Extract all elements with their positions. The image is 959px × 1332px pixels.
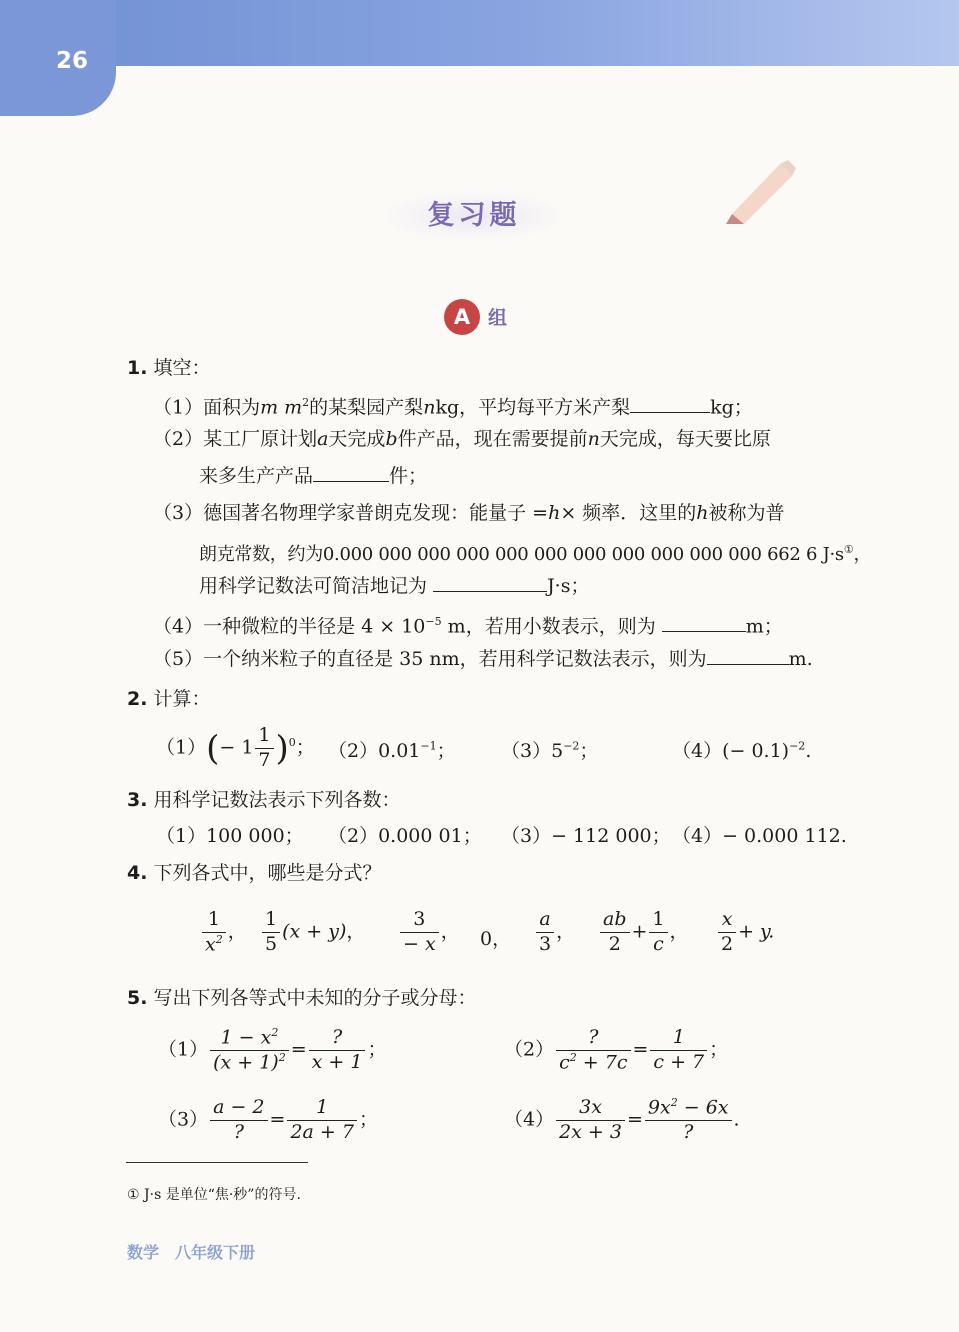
text: − 1	[219, 736, 254, 759]
question-number: 3.	[127, 789, 148, 811]
footnote-ref: ①	[843, 543, 854, 556]
operator: +	[631, 920, 648, 943]
separator: ，	[440, 920, 460, 943]
group-badge: A	[444, 299, 480, 335]
q2-part-2	[328, 736, 456, 763]
question-prompt: 填空：	[153, 357, 211, 379]
group-label: 组	[488, 307, 508, 329]
separator: ，	[492, 928, 512, 950]
separator: ，	[346, 920, 366, 943]
numerator: 1	[202, 908, 226, 933]
superscript: 2	[271, 1026, 279, 1039]
q1-item-2	[153, 426, 771, 452]
text: ；	[436, 740, 456, 762]
answer-blank[interactable]	[662, 613, 746, 632]
q2-part-4	[672, 736, 811, 763]
q1-item-3	[153, 500, 785, 526]
question-2-header	[127, 686, 211, 712]
text: 来多生产产品	[199, 465, 314, 487]
q3-item: （3）− 112 000；	[501, 825, 671, 847]
fraction	[202, 908, 226, 957]
numerator: 3	[400, 908, 439, 933]
fraction	[556, 1026, 630, 1075]
superscript: −2	[563, 739, 580, 753]
numerator	[645, 1096, 732, 1121]
q4-expr-3	[398, 908, 460, 957]
fraction	[210, 1026, 289, 1075]
text: m，若用小数表示，则为	[447, 615, 656, 638]
footnote-divider	[126, 1162, 308, 1163]
part-label: （1）	[158, 1038, 209, 1061]
question-number: 4.	[127, 862, 148, 884]
superscript: 2	[278, 1051, 286, 1065]
text: m.	[788, 648, 813, 670]
denominator: 5	[265, 932, 278, 955]
q1-item-4	[153, 609, 783, 639]
math-expr: + y.	[738, 920, 775, 943]
superscript: −1	[420, 739, 437, 753]
answer-blank[interactable]	[433, 573, 547, 592]
superscript: 2	[302, 396, 310, 409]
math-var: h	[548, 502, 561, 524]
fraction	[536, 908, 554, 957]
math-var: n	[423, 396, 436, 419]
text: 朗克常数，约为0.000 000 000 000 000 000 000 000 000 000 000 662 6 J·s	[199, 544, 844, 565]
denominator: c	[653, 932, 664, 955]
numerator: 3x	[556, 1096, 625, 1121]
fraction	[718, 908, 736, 957]
denominator: x + 1	[311, 1051, 363, 1074]
question-3-header	[127, 787, 401, 813]
denominator: 2a + 7	[290, 1120, 354, 1143]
superscript: 2	[215, 932, 223, 946]
q5-equation-1	[158, 1026, 386, 1075]
math-var: h	[696, 502, 709, 524]
q1-item-2-cont	[199, 463, 427, 489]
q4-expr-4	[480, 924, 511, 951]
q4-expr-6	[598, 908, 689, 957]
fraction	[600, 908, 630, 957]
denominator	[210, 1051, 289, 1075]
q4-expr-2	[260, 908, 365, 957]
text: （4）一种微粒的半径是 4 × 10	[153, 615, 426, 638]
numerator: a	[536, 908, 554, 933]
text: J·s；	[547, 575, 590, 597]
denominator: 7	[258, 748, 271, 771]
text: 用科学记数法可简洁地记为	[199, 575, 428, 597]
equals-sign: =	[627, 1108, 643, 1131]
separator: ，	[227, 920, 247, 943]
question-number: 5.	[127, 987, 148, 1009]
denominator	[556, 1051, 630, 1075]
fraction	[649, 908, 667, 957]
question-1-header	[127, 355, 211, 381]
page-title: 复习题	[384, 191, 564, 241]
text: （4）(− 0.1)	[672, 740, 790, 762]
superscript: 2	[569, 1050, 577, 1064]
denominator: − x	[403, 932, 436, 955]
numerator: ?	[309, 1026, 366, 1051]
math-var: m m	[260, 396, 303, 419]
fraction	[400, 908, 439, 957]
text: （2）0.01	[328, 740, 421, 762]
paren: (	[206, 728, 220, 769]
equals-sign: =	[632, 1038, 649, 1061]
q3-item: （1）100 000；	[156, 825, 304, 847]
fraction	[287, 1096, 357, 1145]
page-number: 26	[56, 48, 89, 74]
header-band	[0, 0, 959, 66]
numerator: x	[718, 908, 736, 933]
separator: ，	[669, 920, 689, 943]
numerator: 1	[262, 908, 280, 933]
fraction	[309, 1026, 366, 1075]
math-expr: − 6x	[683, 1096, 729, 1119]
equals-sign: =	[269, 1108, 286, 1131]
fraction	[262, 908, 280, 957]
part-label: （3）	[158, 1108, 209, 1131]
superscript: −2	[789, 739, 806, 753]
math-var: a	[317, 428, 329, 450]
text: .	[805, 740, 812, 762]
numerator: 1	[649, 908, 667, 933]
q5-equation-3	[158, 1096, 378, 1145]
text: ；	[367, 1038, 387, 1061]
separator: ，	[556, 920, 576, 943]
fraction	[650, 1026, 707, 1075]
text: m；	[745, 615, 783, 638]
fraction	[556, 1096, 625, 1145]
q3-item: （4）− 0.000 112.	[672, 825, 847, 847]
text: （3）德国著名物理学家普朗克发现：能量子 =	[153, 502, 549, 524]
numerator: 1	[650, 1026, 707, 1051]
fraction	[210, 1096, 267, 1145]
numerator: a − 2	[210, 1096, 267, 1121]
part-label: （2）	[504, 1038, 555, 1061]
superscript: −5	[425, 615, 442, 628]
text: （2）某工厂原计划	[153, 428, 318, 450]
footnote: ① J·s 是单位“焦·秒”的符号.	[127, 1187, 301, 1203]
denominator: 3	[539, 932, 552, 955]
text: 的某梨园产梨	[309, 396, 424, 419]
question-number: 1.	[127, 357, 148, 379]
question-5-header	[127, 985, 477, 1011]
text: （1）面积为	[153, 396, 261, 419]
text: ；	[358, 1108, 378, 1131]
text: ；	[295, 736, 315, 759]
fraction	[255, 724, 273, 773]
fraction	[645, 1096, 732, 1145]
paren: )	[275, 728, 289, 769]
denominator: ?	[233, 1120, 244, 1143]
math-expr: (x + y)	[282, 920, 347, 943]
numerator: ab	[600, 908, 630, 933]
superscript: 2	[670, 1096, 678, 1109]
question-prompt: 用科学记数法表示下列各数：	[153, 789, 401, 811]
q5-equation-2	[504, 1026, 728, 1075]
question-prompt: 下列各式中，哪些是分式？	[153, 862, 382, 884]
text: × 频率．这里的	[560, 502, 697, 524]
denominator: 2	[608, 932, 621, 955]
question-number: 2.	[127, 688, 148, 710]
numerator: ?	[556, 1026, 630, 1051]
q1-item-5	[153, 646, 813, 672]
math-expr: (x + 1)	[213, 1051, 279, 1074]
part-label: （4）	[504, 1108, 555, 1131]
answer-blank[interactable]	[630, 394, 710, 413]
text: （3）5	[501, 740, 564, 762]
equals-sign: =	[290, 1038, 307, 1061]
pencil-icon	[718, 156, 798, 228]
part-label: （1）	[156, 736, 207, 759]
text: ；	[579, 740, 599, 762]
math-expr: + 7c	[582, 1051, 628, 1074]
math-var: n	[587, 428, 600, 450]
text: （5）一个纳米粒子的直径是 35 nm，若用科学记数法表示，则为	[153, 648, 707, 670]
question-prompt: 写出下列各等式中未知的分子或分母：	[153, 987, 477, 1009]
q1-item-3-cont2	[199, 573, 589, 599]
math-var: b	[385, 428, 398, 450]
q4-expr-1	[200, 908, 247, 957]
text: 0	[480, 928, 493, 950]
question-4-header	[127, 860, 382, 886]
superscript: 0	[288, 735, 296, 749]
answer-blank[interactable]	[707, 646, 789, 665]
book-footer: 数学 八年级下册	[127, 1243, 256, 1262]
denominator: 2	[721, 932, 734, 955]
numerator: 1	[287, 1096, 357, 1121]
q1-item-3-cont	[199, 537, 871, 568]
math-var: x	[205, 933, 216, 956]
text: ，	[853, 544, 872, 565]
math-var: c	[559, 1051, 570, 1074]
denominator	[202, 933, 226, 957]
text: 天完成	[328, 428, 386, 450]
text: kg，平均每平方米产梨	[435, 396, 631, 419]
q3-item: （2）0.000 01；	[328, 825, 482, 847]
text: .	[733, 1108, 740, 1131]
text: 天完成，每天要比原	[599, 428, 771, 450]
numerator: 1	[255, 724, 273, 749]
denominator: ?	[683, 1121, 694, 1144]
denominator: 2x + 3	[559, 1120, 622, 1143]
math-expr: 9x	[647, 1096, 671, 1119]
q4-expr-7	[716, 908, 774, 957]
q2-part-3	[501, 736, 598, 763]
q5-equation-4	[504, 1096, 740, 1145]
q1-item-1	[153, 390, 753, 420]
question-prompt: 计算：	[153, 688, 211, 710]
answer-blank[interactable]	[313, 463, 389, 482]
denominator: c + 7	[653, 1050, 705, 1073]
numerator	[210, 1026, 289, 1051]
text: ；	[709, 1038, 729, 1061]
text: kg；	[710, 396, 753, 419]
q4-expr-5	[534, 908, 575, 957]
text: 件；	[389, 465, 428, 487]
text: 被称为普	[708, 502, 785, 524]
math-expr: 1 − x	[220, 1026, 272, 1049]
q2-part-1	[156, 724, 315, 773]
text: 件产品，现在需要提前	[397, 428, 588, 450]
